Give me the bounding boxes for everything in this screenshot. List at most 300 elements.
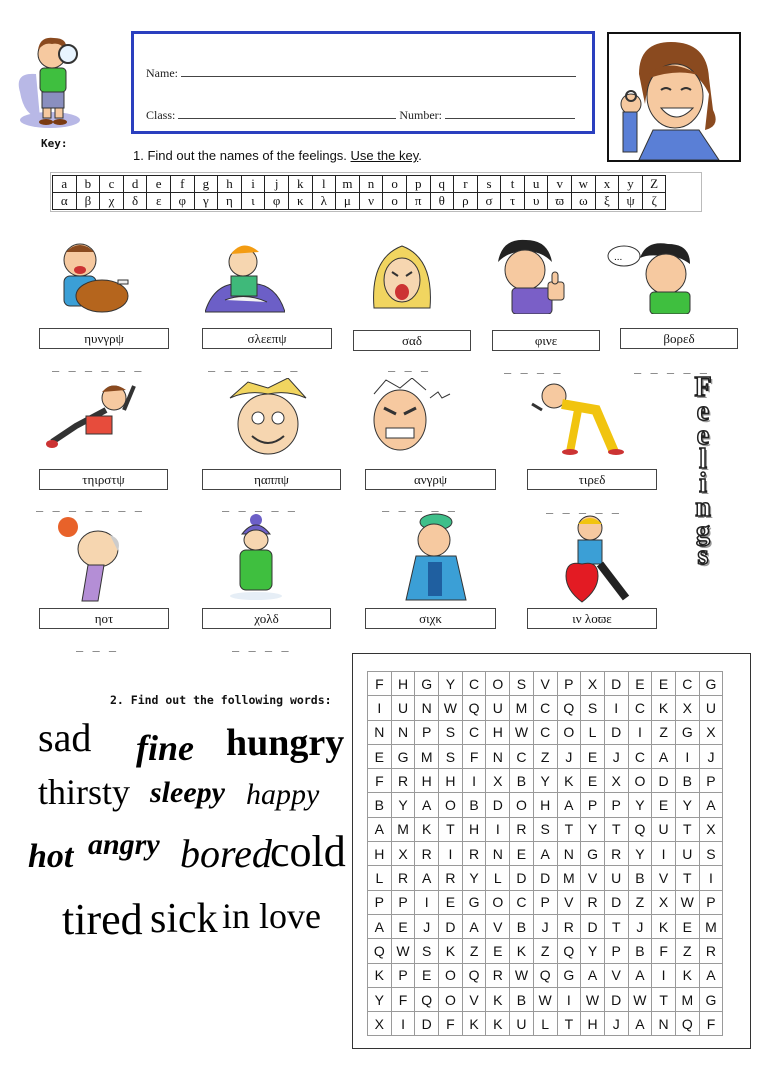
word-search-cell[interactable]: I <box>699 866 723 890</box>
word-search-cell[interactable]: H <box>439 769 463 793</box>
key-cell: λ <box>312 193 336 210</box>
word-search-cell[interactable]: A <box>699 963 723 987</box>
word-search-cell[interactable]: K <box>510 939 534 963</box>
key-cell: φ <box>265 193 289 210</box>
word-search-cell[interactable]: D <box>604 720 628 744</box>
word-search-cell[interactable]: Y <box>368 987 392 1011</box>
word-search-cell[interactable]: P <box>604 939 628 963</box>
word-search-cell[interactable]: C <box>510 890 534 914</box>
word-search-cell[interactable]: A <box>368 914 392 938</box>
word-search-cell[interactable]: Q <box>675 1012 699 1036</box>
key-cell: χ <box>100 193 124 210</box>
answer-blank[interactable]: _ _ _ _ _ _ <box>52 358 143 372</box>
answer-blank[interactable]: _ _ _ _ _ _ <box>544 640 635 654</box>
word-search-cell[interactable]: O <box>486 672 510 696</box>
word-search-cell[interactable]: B <box>510 914 534 938</box>
word-search-cell[interactable]: Y <box>581 817 605 841</box>
word-search-cell[interactable]: I <box>675 744 699 768</box>
word-search-cell[interactable]: W <box>391 939 415 963</box>
word-search-cell[interactable]: U <box>391 696 415 720</box>
word-search-cell[interactable]: D <box>604 987 628 1011</box>
name-field[interactable] <box>181 65 576 77</box>
name-label: Name: <box>146 66 178 80</box>
word-search-cell[interactable]: X <box>699 817 723 841</box>
word-search-cell[interactable]: C <box>628 696 652 720</box>
hot-man-illustration <box>52 515 130 608</box>
word-search-cell[interactable]: K <box>486 987 510 1011</box>
word-search-cell[interactable]: T <box>604 914 628 938</box>
word-search-cell[interactable]: D <box>439 914 463 938</box>
word-search-cell[interactable]: W <box>581 987 605 1011</box>
word-search-row <box>368 842 723 866</box>
word-search-cell[interactable]: E <box>486 939 510 963</box>
word-search-cell[interactable]: E <box>368 744 392 768</box>
key-cell: v <box>548 176 572 193</box>
word-search-cell[interactable]: B <box>628 866 652 890</box>
word-search-cell[interactable]: J <box>557 744 581 768</box>
word-tired: tired <box>62 895 143 944</box>
word-search-cell[interactable]: X <box>391 842 415 866</box>
word-search-cell[interactable]: G <box>581 842 605 866</box>
word-search-cell[interactable]: H <box>533 793 557 817</box>
word-search-cell[interactable]: E <box>675 914 699 938</box>
word-search-cell[interactable]: F <box>368 769 392 793</box>
word-search-cell[interactable]: C <box>462 720 486 744</box>
coded-word-box: φινε <box>492 330 600 351</box>
happy-boy-illustration <box>228 378 308 467</box>
title-letter: g <box>696 516 710 547</box>
word-search-cell[interactable]: O <box>486 890 510 914</box>
word-search-cell[interactable]: M <box>391 817 415 841</box>
word-search-cell[interactable]: P <box>533 890 557 914</box>
latin-row <box>53 176 666 193</box>
word-search-cell[interactable]: D <box>652 769 676 793</box>
key-cell: μ <box>336 193 360 210</box>
word-search-cell[interactable]: Q <box>533 963 557 987</box>
word-search-cell[interactable]: A <box>533 842 557 866</box>
key-cell: c <box>100 176 124 193</box>
word-search-cell[interactable]: X <box>486 769 510 793</box>
word-search-cell[interactable]: T <box>557 1012 581 1036</box>
word-search-cell[interactable]: B <box>510 769 534 793</box>
coded-word-box: ηυνγρψ <box>39 328 169 349</box>
word-search-cell[interactable]: N <box>486 744 510 768</box>
word-search-cell[interactable]: N <box>415 696 439 720</box>
word-search-cell[interactable]: M <box>510 696 534 720</box>
key-cell: γ <box>194 193 218 210</box>
word-sad: sad <box>38 715 92 760</box>
word-search-cell[interactable]: Q <box>368 939 392 963</box>
word-search-cell[interactable]: O <box>439 987 463 1011</box>
word-search-cell[interactable]: T <box>675 817 699 841</box>
coded-word-box: βορεδ <box>620 328 738 349</box>
word-search-cell[interactable]: C <box>628 744 652 768</box>
word-search-cell[interactable]: E <box>628 672 652 696</box>
word-search-cell[interactable]: K <box>486 1012 510 1036</box>
word-search-cell[interactable]: R <box>391 866 415 890</box>
key-cell: υ <box>524 193 548 210</box>
number-field[interactable] <box>445 107 575 119</box>
word-search-cell[interactable]: M <box>557 866 581 890</box>
key-cell: ξ <box>595 193 619 210</box>
answer-blank[interactable]: _ _ _ _ _ _ <box>208 358 299 372</box>
key-cell: e <box>147 176 171 193</box>
word-search-cell[interactable]: S <box>533 817 557 841</box>
girl-ok-illustration <box>607 32 741 162</box>
word-search-cell[interactable]: O <box>557 720 581 744</box>
word-search-cell[interactable]: Z <box>533 939 557 963</box>
word-search-cell[interactable]: E <box>439 890 463 914</box>
key-cell: h <box>218 176 242 193</box>
word-search-cell[interactable]: C <box>533 720 557 744</box>
word-search-cell[interactable]: Y <box>628 793 652 817</box>
cold-woman-illustration <box>228 512 284 605</box>
word-search-cell[interactable]: E <box>581 769 605 793</box>
key-cell: ω <box>572 193 596 210</box>
word-search-cell[interactable]: Q <box>462 963 486 987</box>
word-search-cell[interactable]: K <box>652 696 676 720</box>
word-search-row <box>368 769 723 793</box>
word-search-cell[interactable]: Z <box>675 939 699 963</box>
answer-blank[interactable]: _ _ _ _ _ _ _ <box>36 498 143 512</box>
word-search-cell[interactable]: K <box>652 914 676 938</box>
word-search-cell[interactable]: V <box>652 866 676 890</box>
word-search-cell[interactable]: O <box>510 793 534 817</box>
word-search-cell[interactable]: R <box>462 842 486 866</box>
word-search-cell[interactable]: H <box>368 842 392 866</box>
word-search-cell[interactable]: W <box>439 696 463 720</box>
word-search-cell[interactable]: F <box>462 744 486 768</box>
word-search-cell[interactable]: U <box>486 696 510 720</box>
word-search-cell[interactable]: C <box>675 672 699 696</box>
word-search-cell[interactable]: B <box>510 987 534 1011</box>
word-search-cell[interactable]: E <box>581 744 605 768</box>
word-search-cell[interactable]: K <box>462 1012 486 1036</box>
key-cell: w <box>572 176 596 193</box>
word-search-cell[interactable]: K <box>439 939 463 963</box>
word-search-cell[interactable]: F <box>368 672 392 696</box>
word-search-cell[interactable]: L <box>581 720 605 744</box>
word-search-cell[interactable]: X <box>368 1012 392 1036</box>
word-search-cell[interactable]: D <box>604 890 628 914</box>
word-search-cell[interactable]: J <box>628 914 652 938</box>
word-search-cell[interactable]: A <box>557 793 581 817</box>
key-cell: p <box>406 176 430 193</box>
word-search-cell[interactable]: G <box>557 963 581 987</box>
word-search-cell[interactable]: R <box>510 817 534 841</box>
answer-blank[interactable]: _ _ _ _ <box>232 638 290 652</box>
word-search-cell[interactable]: H <box>462 817 486 841</box>
word-search-cell[interactable]: P <box>557 672 581 696</box>
word-search-cell[interactable]: E <box>391 914 415 938</box>
word-search-cell[interactable]: S <box>439 744 463 768</box>
word-search-cell[interactable]: J <box>415 914 439 938</box>
word-search-cell[interactable]: R <box>486 963 510 987</box>
word-search-cell[interactable]: V <box>581 866 605 890</box>
boy-magnifier-illustration <box>10 32 100 137</box>
word-search-cell[interactable]: J <box>604 1012 628 1036</box>
word-search-cell[interactable]: P <box>391 963 415 987</box>
word-search-cell[interactable]: E <box>652 672 676 696</box>
word-search-cell[interactable]: X <box>652 890 676 914</box>
word-search-cell[interactable]: I <box>391 1012 415 1036</box>
word-search-cell[interactable]: G <box>462 890 486 914</box>
word-search-cell[interactable]: D <box>415 1012 439 1036</box>
word-search-cell[interactable]: C <box>462 672 486 696</box>
word-search-row <box>368 696 723 720</box>
word-search-cell[interactable]: W <box>675 890 699 914</box>
word-search-cell[interactable]: R <box>604 842 628 866</box>
word-search-cell[interactable]: T <box>557 817 581 841</box>
word-search-cell[interactable]: O <box>439 963 463 987</box>
word-search-cell[interactable]: Z <box>462 939 486 963</box>
word-search-cell[interactable]: X <box>675 696 699 720</box>
word-search-cell[interactable]: Y <box>462 866 486 890</box>
key-cell: ν <box>359 193 383 210</box>
word-search-cell[interactable]: V <box>557 890 581 914</box>
word-search-cell[interactable]: W <box>628 987 652 1011</box>
word-search-row <box>368 1012 723 1036</box>
word-search-cell[interactable]: F <box>652 939 676 963</box>
word-search-cell[interactable]: R <box>415 842 439 866</box>
word-search-cell[interactable]: R <box>391 769 415 793</box>
word-search-cell[interactable]: Y <box>391 793 415 817</box>
answer-blank[interactable]: _ _ _ _ <box>504 360 562 374</box>
word-search-cell[interactable]: P <box>604 793 628 817</box>
word-search-cell[interactable]: E <box>510 842 534 866</box>
word-search-cell[interactable]: I <box>628 720 652 744</box>
word-search-cell[interactable]: F <box>439 1012 463 1036</box>
word-search-cell[interactable]: R <box>557 914 581 938</box>
word-search-cell[interactable]: O <box>439 793 463 817</box>
coded-word-box: σιχκ <box>365 608 496 629</box>
word-search-cell[interactable]: Q <box>462 696 486 720</box>
word-search-cell[interactable]: Q <box>415 987 439 1011</box>
word-search-cell[interactable]: I <box>462 769 486 793</box>
word-search-cell[interactable]: Q <box>628 817 652 841</box>
answer-blank[interactable]: _ _ _ _ _ <box>634 360 709 374</box>
word-search-cell[interactable]: Y <box>581 939 605 963</box>
word-search-cell[interactable]: Y <box>628 842 652 866</box>
word-search-cell[interactable]: P <box>368 890 392 914</box>
key-cell: δ <box>123 193 147 210</box>
word-search-cell[interactable]: S <box>581 696 605 720</box>
key-cell: u <box>524 176 548 193</box>
word-search-cell[interactable]: S <box>439 720 463 744</box>
word-search-cell[interactable]: D <box>510 866 534 890</box>
word-search-cell[interactable]: L <box>368 866 392 890</box>
word-search-cell[interactable]: P <box>391 890 415 914</box>
word-search-cell[interactable]: M <box>415 744 439 768</box>
word-search-cell[interactable]: Z <box>652 720 676 744</box>
word-search-cell[interactable]: N <box>391 720 415 744</box>
answer-blank[interactable]: _ _ _ _ <box>396 640 454 654</box>
word-search-cell[interactable]: G <box>391 744 415 768</box>
word-search-cell[interactable]: X <box>581 672 605 696</box>
word-search-cell[interactable]: D <box>486 793 510 817</box>
word-search-cell[interactable]: K <box>557 769 581 793</box>
word-search-cell[interactable]: M <box>675 987 699 1011</box>
word-search-cell[interactable]: Q <box>557 696 581 720</box>
word-search-cell[interactable]: U <box>652 817 676 841</box>
word-search-cell[interactable]: M <box>699 914 723 938</box>
word-search-cell[interactable]: J <box>604 744 628 768</box>
key-cell: s <box>477 176 501 193</box>
word-search-cell[interactable]: Y <box>533 769 557 793</box>
word-search-cell[interactable]: G <box>675 720 699 744</box>
word-search-cell[interactable]: D <box>581 914 605 938</box>
word-search-cell[interactable]: P <box>699 890 723 914</box>
word-sick: sick <box>150 896 218 942</box>
word-search-cell[interactable]: E <box>415 963 439 987</box>
word-search-cell[interactable]: T <box>604 817 628 841</box>
coded-word-box: σλεεπψ <box>202 328 332 349</box>
word-search-cell[interactable]: A <box>462 914 486 938</box>
word-search-cell[interactable]: I <box>652 842 676 866</box>
word-search-cell[interactable]: I <box>415 890 439 914</box>
word-search-cell[interactable]: I <box>652 963 676 987</box>
word-search-cell[interactable]: Z <box>533 744 557 768</box>
key-cell: o <box>383 176 407 193</box>
word-search-cell[interactable]: K <box>368 963 392 987</box>
word-search-row <box>368 939 723 963</box>
word-search-cell[interactable]: U <box>604 866 628 890</box>
word-search-cell[interactable]: G <box>699 987 723 1011</box>
word-search-cell[interactable]: F <box>391 987 415 1011</box>
word-search-cell[interactable]: U <box>675 842 699 866</box>
tired-man-illustration <box>530 380 630 461</box>
word-search-cell[interactable]: A <box>628 1012 652 1036</box>
word-search-cell[interactable]: L <box>486 866 510 890</box>
answer-blank[interactable]: _ _ _ _ _ <box>382 498 457 512</box>
word-search-cell[interactable]: W <box>510 963 534 987</box>
key-cell: ρ <box>454 193 478 210</box>
word-search-cell[interactable]: S <box>510 672 534 696</box>
word-search-cell[interactable]: V <box>462 987 486 1011</box>
word-search-cell[interactable]: N <box>368 720 392 744</box>
class-field[interactable] <box>178 107 396 119</box>
key-cell: d <box>123 176 147 193</box>
word-search-cell[interactable]: B <box>368 793 392 817</box>
word-search-cell[interactable]: T <box>439 817 463 841</box>
word-search-cell[interactable]: Q <box>557 939 581 963</box>
word-search-cell[interactable]: V <box>604 963 628 987</box>
key-cell: m <box>336 176 360 193</box>
word-search-cell[interactable]: I <box>604 696 628 720</box>
word-sleepy: sleepy <box>150 776 225 809</box>
word-search-cell[interactable]: P <box>415 720 439 744</box>
instruction-1 <box>133 148 422 163</box>
answer-blank[interactable]: _ _ _ _ _ <box>546 500 621 514</box>
word-search-cell[interactable]: D <box>604 672 628 696</box>
answer-blank[interactable]: _ _ _ <box>388 358 430 372</box>
key-cell: f <box>170 176 194 193</box>
word-search-cell[interactable]: F <box>699 1012 723 1036</box>
word-search-cell[interactable]: R <box>581 890 605 914</box>
word-search-cell[interactable]: G <box>699 672 723 696</box>
word-search-cell[interactable]: I <box>557 987 581 1011</box>
word-search-cell[interactable]: H <box>581 1012 605 1036</box>
coded-word-box: ιν λοϖε <box>527 608 657 629</box>
word-search-cell[interactable]: W <box>533 987 557 1011</box>
word-search-cell[interactable]: X <box>604 769 628 793</box>
word-search-cell[interactable]: N <box>557 842 581 866</box>
word-search-cell[interactable]: V <box>486 914 510 938</box>
word-search-cell[interactable]: J <box>533 914 557 938</box>
word-search-cell[interactable]: Y <box>439 672 463 696</box>
word-search-cell[interactable]: H <box>415 769 439 793</box>
key-cell: κ <box>288 193 312 210</box>
word-search-cell[interactable]: S <box>415 939 439 963</box>
word-search-cell[interactable]: A <box>415 793 439 817</box>
word-search-cell[interactable]: A <box>415 866 439 890</box>
word-search-cell[interactable]: I <box>486 817 510 841</box>
word-search-cell[interactable]: N <box>652 1012 676 1036</box>
word-search-cell[interactable]: A <box>628 963 652 987</box>
word-search-cell[interactable]: X <box>699 720 723 744</box>
word-search-cell[interactable]: P <box>581 793 605 817</box>
key-cell: ϖ <box>548 193 572 210</box>
word-search-cell[interactable]: H <box>486 720 510 744</box>
word-search-cell[interactable]: R <box>699 939 723 963</box>
title-letter: s <box>697 540 709 571</box>
word-search-cell[interactable]: A <box>652 744 676 768</box>
word-search-cell[interactable]: U <box>510 1012 534 1036</box>
greek-row <box>53 193 666 210</box>
word-search-cell[interactable]: T <box>652 987 676 1011</box>
word-search-cell[interactable]: K <box>415 817 439 841</box>
word-happy: happy <box>246 778 320 811</box>
word-search-cell[interactable]: B <box>628 939 652 963</box>
hungry-man-illustration <box>52 238 132 321</box>
word-search-cell[interactable]: S <box>699 842 723 866</box>
word-search-cell[interactable]: W <box>510 720 534 744</box>
answer-blank[interactable]: _ _ _ _ _ <box>222 498 297 512</box>
word-search-cell[interactable]: B <box>675 769 699 793</box>
key-cell: k <box>288 176 312 193</box>
word-search-cell[interactable]: Y <box>675 793 699 817</box>
word-search-cell[interactable]: I <box>368 696 392 720</box>
word-search-row <box>368 793 723 817</box>
word-search-cell[interactable]: O <box>628 769 652 793</box>
word-search-cell[interactable]: L <box>533 1012 557 1036</box>
word-search-cell[interactable]: N <box>486 842 510 866</box>
word-search-cell[interactable]: A <box>368 817 392 841</box>
word-search-row <box>368 720 723 744</box>
word-search-cell[interactable]: E <box>652 793 676 817</box>
word-search-cell[interactable]: T <box>675 866 699 890</box>
word-search-cell[interactable]: Z <box>628 890 652 914</box>
word-search-cell[interactable]: R <box>439 866 463 890</box>
word-search-cell[interactable]: C <box>510 744 534 768</box>
word-search-cell[interactable]: B <box>462 793 486 817</box>
word-search-cell[interactable]: V <box>533 672 557 696</box>
word-search-cell[interactable]: H <box>391 672 415 696</box>
word-search-cell[interactable]: D <box>533 866 557 890</box>
word-search-cell[interactable]: J <box>699 744 723 768</box>
key-cell: τ <box>501 193 525 210</box>
word-search-cell[interactable]: A <box>699 793 723 817</box>
word-search-cell[interactable]: C <box>533 696 557 720</box>
word-search-cell[interactable]: G <box>415 672 439 696</box>
word-search-cell[interactable]: A <box>581 963 605 987</box>
word-search-cell[interactable]: I <box>439 842 463 866</box>
word-search-cell[interactable]: K <box>675 963 699 987</box>
answer-blank[interactable]: _ _ _ <box>76 638 118 652</box>
word-search-cell[interactable]: U <box>699 696 723 720</box>
key-cell: σ <box>477 193 501 210</box>
word-search-cell[interactable]: P <box>699 769 723 793</box>
